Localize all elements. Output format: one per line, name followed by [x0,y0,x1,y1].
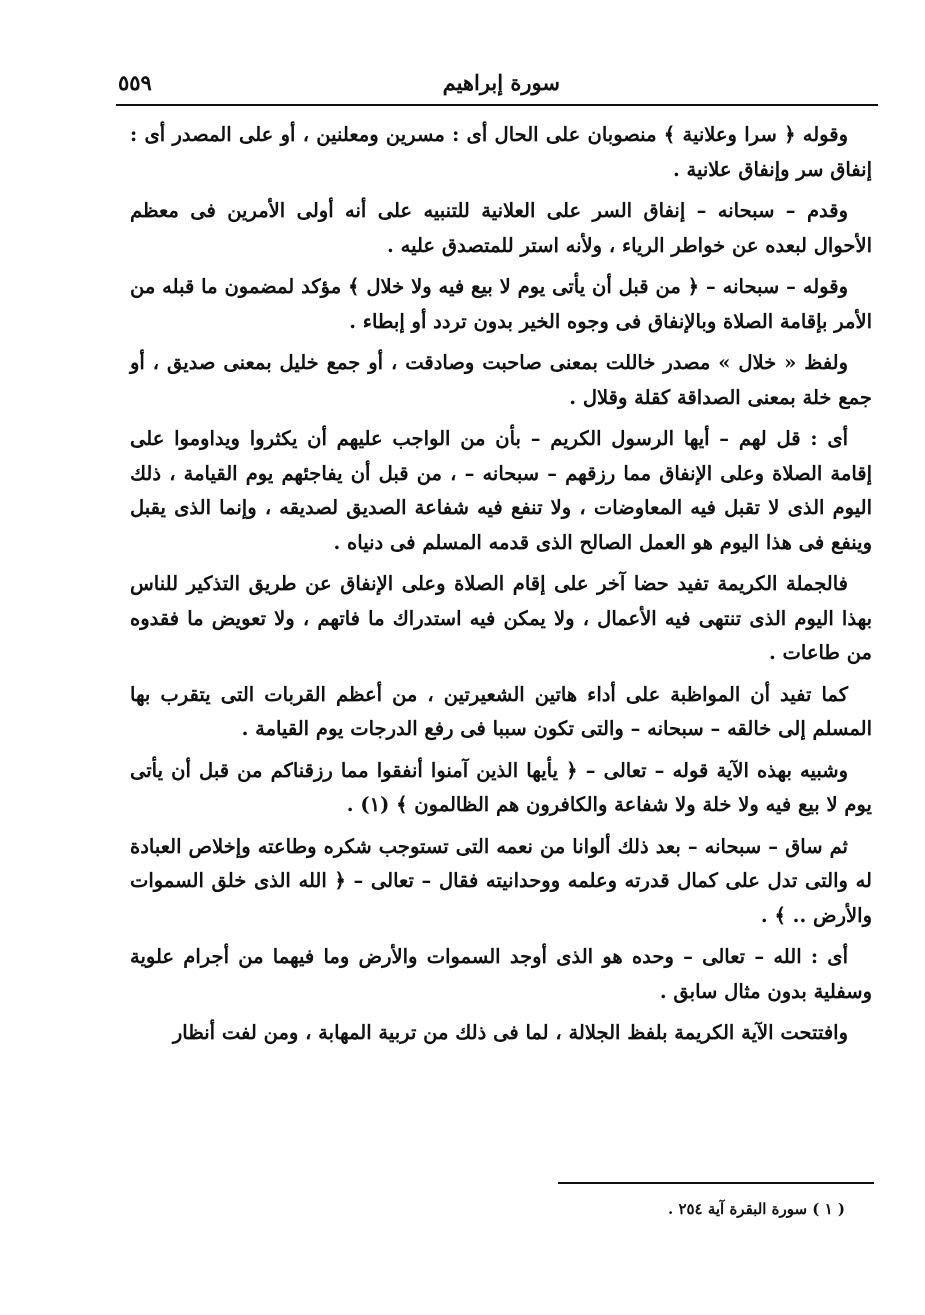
paragraph: أى : قل لهم – أيها الرسول الكريم – بأن من الواجب عليهم أن يكثروا ويداوموا على إقامة الصلاة وعلى الإنفاق مما رزقهم – سبحانه – ، من قبل أن يفاجئهم يوم القيامة ، ذلك اليوم الذى لا تقبل فيه المعاوضات ، ولا تنفع فيه شفاعة الصديق لصديقه ، وإنما الذى يقبل وينفع فى هذا اليوم هو العمل الصالح الذى قدمه المسلم فى دنياه . [130,427,872,554]
paragraph: فالجملة الكريمة تفيد حضا آخر على إقام الصلاة وعلى الإنفاق عن طريق التذكير للناس بهذا اليوم الذى تنتهى فيه الأعمال ، ولا يمكن فيه استدراك ما فاتهم ، ولا تعويض ما فقدوه من طاعات . [130,572,872,664]
paragraph: أى : الله – تعالى – وحده هو الذى أوجد السموات والأرض وما فيهما من أجرام علوية وسفلية بدون مثال سابق . [130,945,872,1003]
paragraph: ولفظ « خلال » مصدر خاللت بمعنى صاحبت وصادقت ، أو جمع خليل بمعنى صديق ، أو جمع خلة بمعنى الصداقة كقلة وقلال . [130,351,872,409]
paragraph: وقوله ﴿ سرا وعلانية ﴾ منصوبان على الحال أى : مسرين ومعلنين ، أو على المصدر أى : إنفاق سر وإنفاق علانية . [130,123,872,181]
paragraph: وافتتحت الآية الكريمة بلفظ الجلالة ، لما فى ذلك من تربية المهابة ، ومن لفت أنظار [172,1021,848,1044]
page-number: ٥٥٩ [118,70,152,95]
paragraph: وشبيه بهذه الآية قوله – تعالى – ﴿ يأيها الذين آمنوا أنفقوا مما رزقناكم من قبل أن يأتى يوم لا بيع فيه ولا خلة ولا شفاعة والكافرون هم الظالمون ﴾ (١) . [130,758,872,816]
paragraph: وقوله – سبحانه – ﴿ من قبل أن يأتى يوم لا بيع فيه ولا خلال ﴾ مؤكد لمضمون ما قبله من الأمر بإقامة الصلاة وبالإنفاق فى وجوه الخير بدون تردد أو إبطاء . [130,275,872,333]
footnote: ( ١ ) سورة البقرة آية ٢٥٤ . [667,1200,845,1218]
header-rule [116,104,878,106]
paragraph: ثم ساق – سبحانه – بعد ذلك ألوانا من نعمه التى تستوجب شكره وطاعته وإخلاص العبادة له والتى تدل على كمال قدرته وعلمه ووحدانيته فقال – تعالى – ﴿ الله الذى خلق السموات والأرض .. ﴾ . [130,834,872,927]
paragraph: كما تفيد أن المواظبة على أداء هاتين الشعيرتين ، من أعظم القربات التى يتقرب بها المسلم إلى خالقه – سبحانه – والتى تكون سببا فى رفع الدرجات يوم القيامة . [130,682,872,740]
body-text [130,118,872,1058]
surah-title: سورة إبراهيم [442,70,560,95]
paragraph: وقدم – سبحانه – إنفاق السر على العلانية للتنبيه على أنه أولى الأمرين فى معظم الأحوال لبعده عن خواطر الرياء ، ولأنه استر للمتصدق عليه . [130,199,872,257]
running-header [118,62,878,102]
footnote-rule [558,1182,874,1184]
